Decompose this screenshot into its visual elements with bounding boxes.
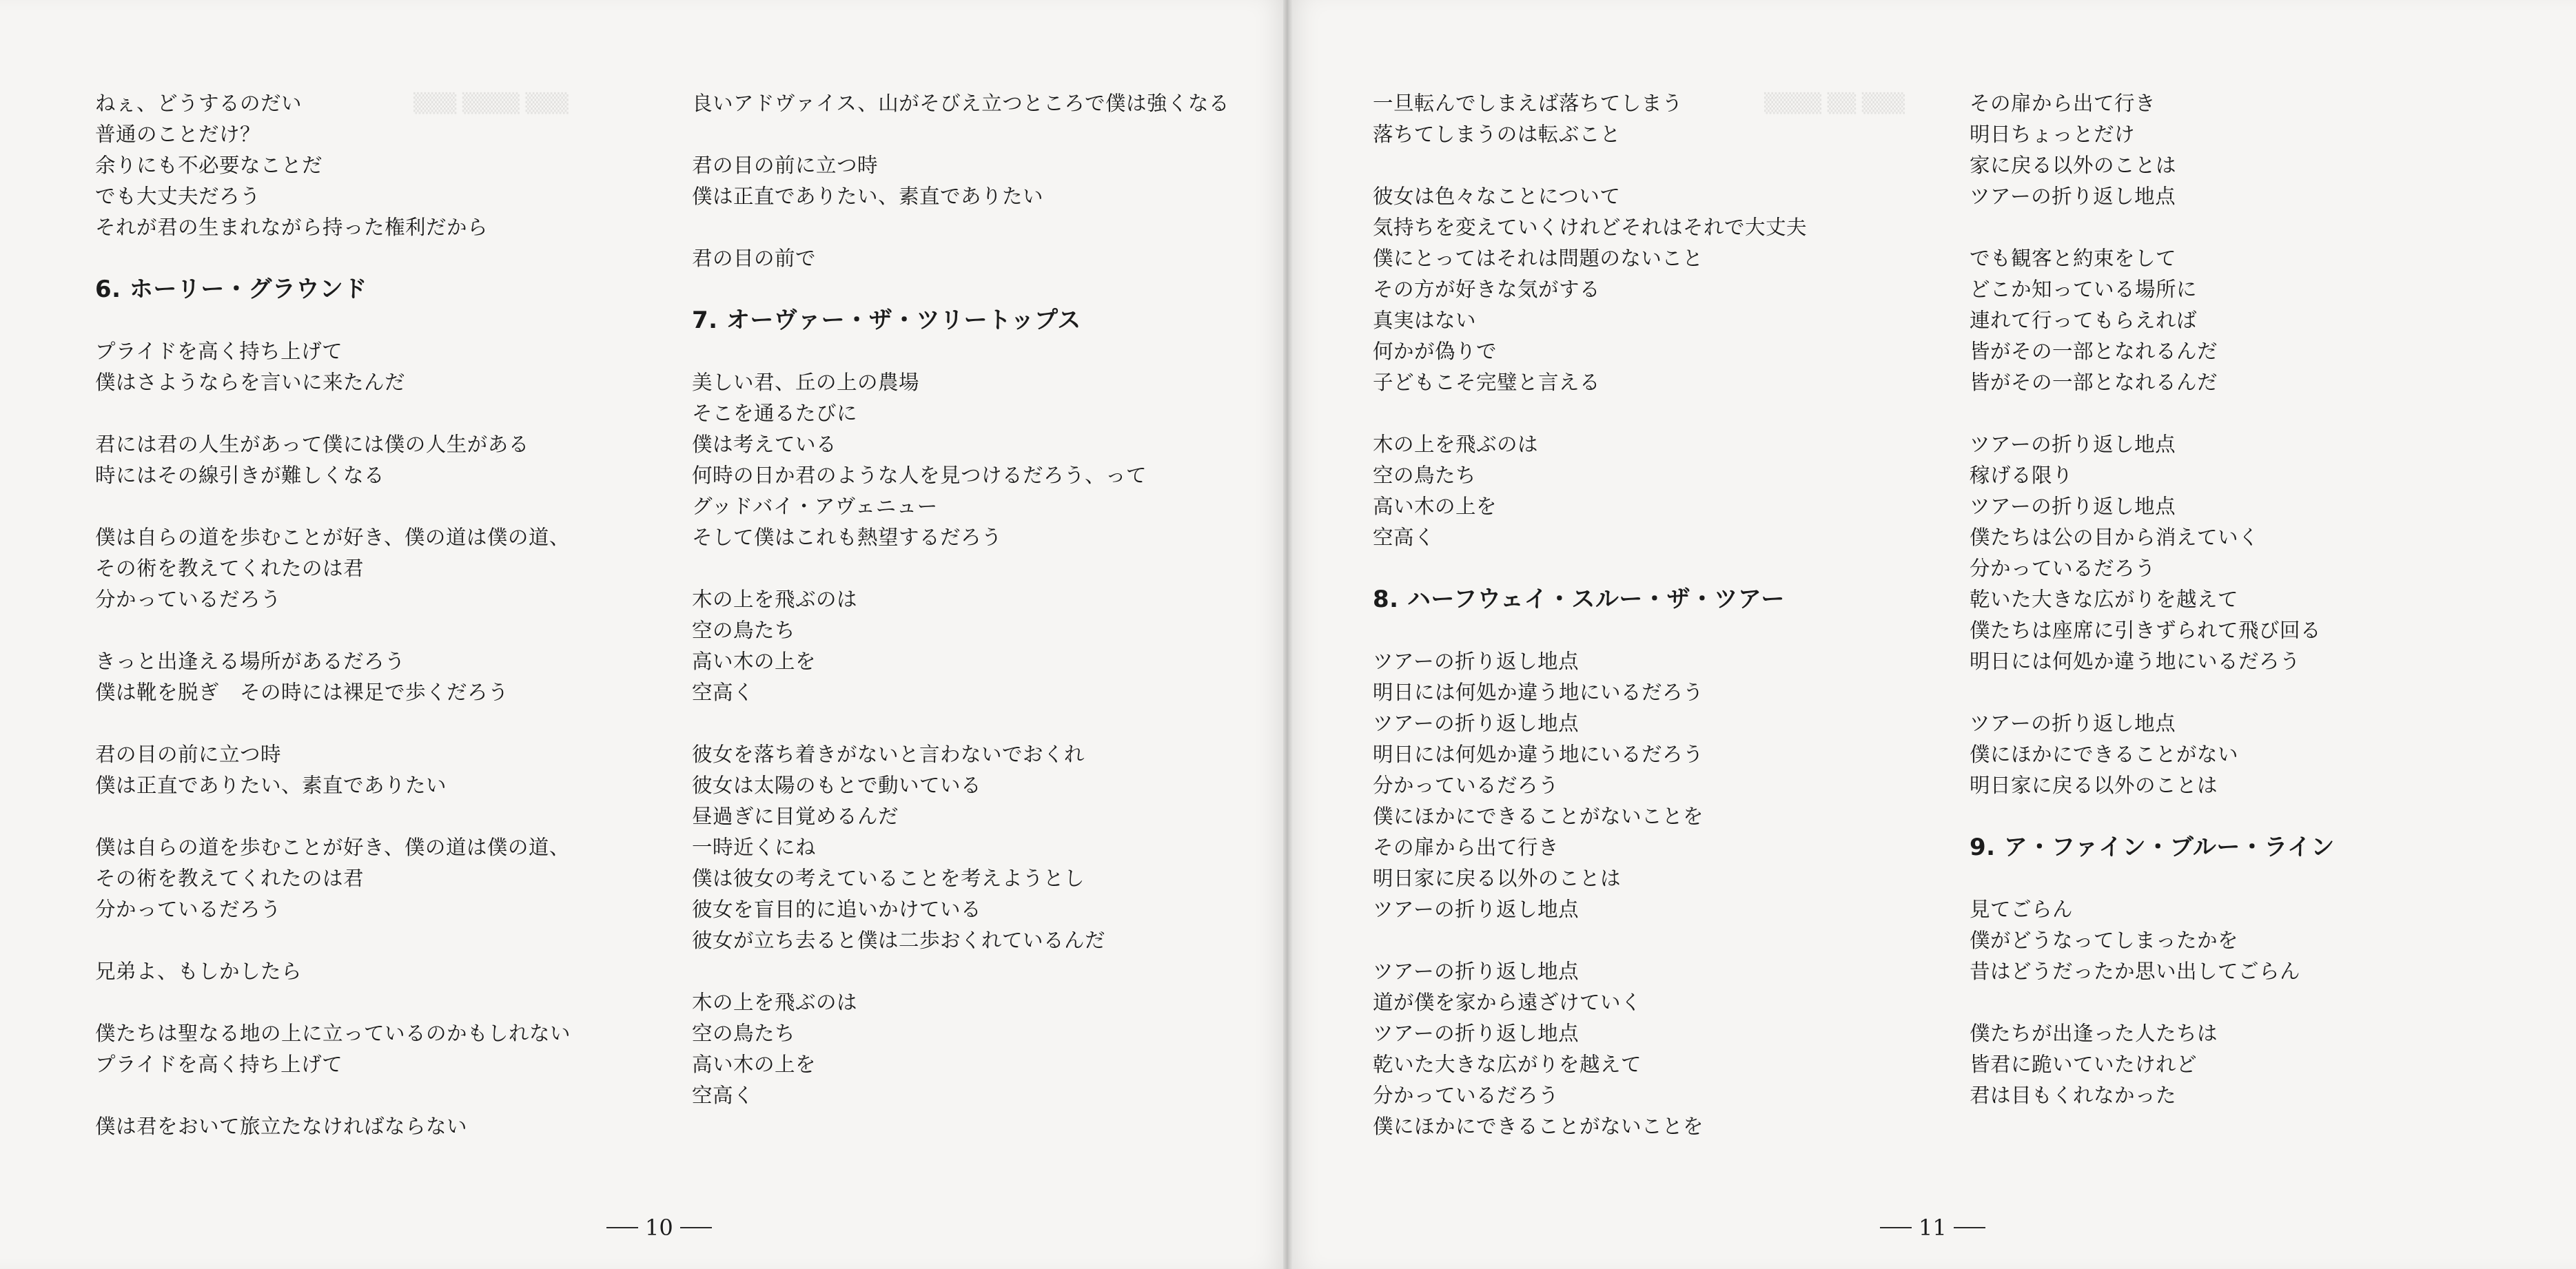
stanza-gap xyxy=(692,956,1257,987)
lyric-line: 普通のことだけ？ xyxy=(95,123,261,146)
lyric-line: 僕たちは聖なる地の上に立っているのかもしれない xyxy=(95,1022,571,1045)
lyrics-column-2 xyxy=(692,88,1257,1111)
folio-dash xyxy=(1880,1227,1912,1228)
stanza-gap xyxy=(95,491,660,522)
song-title: 9. ア・ファイン・ブルー・ライン xyxy=(1970,834,2335,861)
stanza-gap xyxy=(692,553,1257,584)
stanza-gap xyxy=(1970,677,2542,708)
song-title: 8. ハーフウェイ・スルー・ザ・ツアー xyxy=(1373,586,1785,613)
lyric-line: ツアーの折り返し地点 xyxy=(1373,712,1580,735)
lyric-line: 僕たちは公の目から消えていく xyxy=(1970,526,2260,549)
lyric-line: 君の目の前に立つ時 xyxy=(95,743,282,766)
lyric-line: 連れて行ってもらえれば xyxy=(1970,309,2198,332)
lyric-line: 一時近くにね xyxy=(692,836,817,859)
show-through-text: ▒▒▒▒ ▒▒ ▒▒▒ xyxy=(1764,93,1905,114)
lyric-line: 分かっているだろう xyxy=(95,898,282,921)
lyric-line: 分かっているだろう xyxy=(1373,1084,1560,1107)
lyric-line: グッドバイ・アヴェニュー xyxy=(692,495,938,518)
lyric-line: 一旦転んでしまえば落ちてしまう xyxy=(1373,92,1683,115)
lyric-line: 彼女は太陽のもとで動いている xyxy=(692,774,982,797)
lyric-line: 木の上を飛ぶのは xyxy=(692,588,858,611)
lyric-line: でも観客と約束をして xyxy=(1970,247,2177,270)
lyric-line: 兄弟よ、もしかしたら xyxy=(95,960,303,983)
lyric-line: 見てごらん xyxy=(1970,898,2074,921)
lyric-line: その扉から出て行き xyxy=(1373,836,1560,859)
lyric-line: ツアーの折り返し地点 xyxy=(1373,650,1580,673)
lyric-line: 僕にほかにできることがない xyxy=(1970,743,2239,766)
lyric-line: 僕は正直でありたい、素直でありたい xyxy=(692,185,1044,208)
stanza-gap xyxy=(1373,150,1938,181)
lyric-line: 明日家に戻る以外のことは xyxy=(1373,867,1622,890)
lyric-line: 木の上を飛ぶのは xyxy=(1373,433,1539,456)
lyric-line: 道が僕を家から遠ざけていく xyxy=(1373,991,1642,1014)
lyric-line: 皆がその一部となれるんだ xyxy=(1970,371,2218,394)
lyric-line: そこを通るたびに xyxy=(692,402,858,425)
lyric-line: ねぇ、どうするのだい xyxy=(95,92,303,115)
lyric-line: 分かっているだろう xyxy=(1970,557,2156,580)
lyric-line: 子どもこそ完璧と言える xyxy=(1373,371,1601,394)
lyric-line: その術を教えてくれたのは君 xyxy=(95,557,365,580)
page-number-left xyxy=(606,1214,712,1241)
lyric-line: プライドを高く持ち上げて xyxy=(95,340,343,363)
lyric-line: その術を教えてくれたのは君 xyxy=(95,867,365,890)
lyric-line: 気持ちを変えていくけれどそれはそれで大丈夫 xyxy=(1373,216,1808,239)
lyric-line: 何時の日か君のような人を見つけるだろう、って xyxy=(692,464,1147,487)
stanza-gap xyxy=(95,925,660,956)
lyric-line: きっと出逢える場所があるだろう xyxy=(95,650,406,673)
lyric-line: 僕たちが出逢った人たちは xyxy=(1970,1022,2218,1045)
lyric-line: 空の鳥たち xyxy=(692,1022,796,1045)
stanza-gap xyxy=(1970,398,2542,429)
lyric-line: 家に戻る以外のことは xyxy=(1970,154,2177,177)
lyric-line: そして僕はこれも熱望するだろう xyxy=(692,526,1003,549)
stanza-gap xyxy=(95,1080,660,1111)
lyric-line: 落ちてしまうのは転ぶこと xyxy=(1373,123,1621,146)
lyric-line: 僕はさようならを言いに来たんだ xyxy=(95,371,406,394)
lyric-line: ツアーの折り返し地点 xyxy=(1970,185,2176,208)
lyric-line: 木の上を飛ぶのは xyxy=(692,991,858,1014)
stanza-gap xyxy=(95,801,660,832)
lyric-line: 高い木の上を xyxy=(1373,495,1497,518)
stanza-gap xyxy=(692,119,1257,150)
lyric-line: 君の目の前に立つ時 xyxy=(692,154,879,177)
lyric-line: 君には君の人生があって僕には僕の人生がある xyxy=(95,433,529,456)
lyric-line: 僕は靴を脱ぎ その時には裸足で歩くだろう xyxy=(95,681,509,704)
lyric-line: 明日には何処か違う地にいるだろう xyxy=(1373,681,1704,704)
lyric-line: 僕は自らの道を歩むことが好き、僕の道は僕の道、 xyxy=(95,526,570,549)
page-number-text: 11 xyxy=(1919,1215,1947,1241)
lyric-line: ツアーの折り返し地点 xyxy=(1373,898,1580,921)
folio-dash xyxy=(606,1227,638,1228)
lyric-line: 昔はどうだったか思い出してごらん xyxy=(1970,960,2301,983)
lyric-line: 君は目もくれなかった xyxy=(1970,1084,2177,1107)
lyric-line: 彼女が立ち去ると僕は二歩おくれているんだ xyxy=(692,929,1106,952)
stanza-gap xyxy=(1970,987,2542,1018)
lyric-line: 僕は正直でありたい、素直でありたい xyxy=(95,774,447,797)
lyric-line: ツアーの折り返し地点 xyxy=(1970,712,2176,735)
stanza-gap xyxy=(95,987,660,1018)
lyric-line: 明日には何処か違う地にいるだろう xyxy=(1970,650,2301,673)
stanza-gap xyxy=(95,708,660,739)
lyric-line: 僕は考えている xyxy=(692,433,837,456)
lyric-line: 空の鳥たち xyxy=(692,619,796,642)
lyric-line: 彼女を落ち着きがないと言わないでおくれ xyxy=(692,743,1085,766)
lyric-line: 僕がどうなってしまったかを xyxy=(1970,929,2239,952)
lyric-line: 稼げる限り xyxy=(1970,464,2074,487)
lyric-line: 昼過ぎに目覚めるんだ xyxy=(692,805,899,828)
stanza-gap xyxy=(692,708,1257,739)
lyric-line: 僕にとってはそれは問題のないこと xyxy=(1373,247,1704,270)
lyric-line: 空高く xyxy=(1373,526,1435,549)
lyric-line: 明日家に戻る以外のことは xyxy=(1970,774,2218,797)
lyric-line: その方が好きな気がする xyxy=(1373,278,1601,301)
lyric-line: 時にはその線引きが難しくなる xyxy=(95,464,385,487)
stanza-gap xyxy=(95,615,660,646)
lyric-line: 乾いた大きな広がりを越えて xyxy=(1970,588,2239,611)
lyric-line: どこか知っている場所に xyxy=(1970,278,2198,301)
lyric-line: 空高く xyxy=(692,1084,755,1107)
lyric-line: ツアーの折り返し地点 xyxy=(1373,960,1580,983)
lyric-line: 高い木の上を xyxy=(692,650,817,673)
lyric-line: 僕は彼女の考えていることを考えようとし xyxy=(692,867,1085,890)
lyric-line: 余りにも不必要なことだ xyxy=(95,154,323,177)
lyric-line: 僕にほかにできることがないことを xyxy=(1373,1115,1704,1138)
folio-dash xyxy=(1954,1227,1985,1228)
page-number-right xyxy=(1880,1214,1985,1241)
stanza-gap xyxy=(692,212,1257,243)
stanza-gap xyxy=(1373,398,1938,429)
lyric-line: 分かっているだろう xyxy=(95,588,282,611)
stanza-gap xyxy=(1970,212,2542,243)
lyric-line: 明日には何処か違う地にいるだろう xyxy=(1373,743,1704,766)
lyric-line: プライドを高く持ち上げて xyxy=(95,1053,343,1076)
lyric-line: 君の目の前で xyxy=(692,247,817,270)
lyrics-column-1 xyxy=(95,88,660,1142)
lyric-line: 空高く xyxy=(692,681,755,704)
lyric-line: 高い木の上を xyxy=(692,1053,817,1076)
lyric-line: でも大丈夫だろう xyxy=(95,185,261,208)
lyric-line: 僕にほかにできることがないことを xyxy=(1373,805,1704,828)
lyric-line: 僕は君をおいて旅立たなければならない xyxy=(95,1115,468,1138)
lyric-line: 皆君に跪いていたけれど xyxy=(1970,1053,2198,1076)
lyric-line: 僕は自らの道を歩むことが好き、僕の道は僕の道、 xyxy=(95,836,570,859)
lyric-line: 彼女を盲目的に追いかけている xyxy=(692,898,982,921)
lyric-line: 乾いた大きな広がりを越えて xyxy=(1373,1053,1642,1076)
page-number-text: 10 xyxy=(645,1215,673,1241)
lyric-line: その扉から出て行き xyxy=(1970,92,2156,115)
stanza-gap xyxy=(95,398,660,429)
song-title: 6. ホーリー・グラウンド xyxy=(95,276,367,303)
lyric-line: 皆がその一部となれるんだ xyxy=(1970,340,2218,363)
lyric-line: ツアーの折り返し地点 xyxy=(1373,1022,1580,1045)
lyric-line: 僕たちは座席に引きずられて飛び回る xyxy=(1970,619,2322,642)
lyric-line: ツアーの折り返し地点 xyxy=(1970,433,2176,456)
lyric-line: 良いアドヴァイス、山がそびえ立つところで僕は強くなる xyxy=(692,92,1230,115)
lyric-line: 空の鳥たち xyxy=(1373,464,1477,487)
song-title: 7. オーヴァー・ザ・ツリートップス xyxy=(692,307,1081,334)
lyric-line: 真実はない xyxy=(1373,309,1477,332)
lyric-line: 何かが偽りで xyxy=(1373,340,1497,363)
lyric-line: 彼女は色々なことについて xyxy=(1373,185,1621,208)
lyric-line: 分かっているだろう xyxy=(1373,774,1560,797)
lyric-line: 美しい君、丘の上の農場 xyxy=(692,371,920,394)
lyrics-column-3 xyxy=(1373,88,1938,1142)
stanza-gap xyxy=(1373,925,1938,956)
folio-dash xyxy=(680,1227,712,1228)
lyric-line: 明日ちょっとだけ xyxy=(1970,123,2136,146)
lyric-line: それが君の生まれながら持った権利だから xyxy=(95,216,489,239)
lyric-line: ツアーの折り返し地点 xyxy=(1970,495,2176,518)
page-gutter xyxy=(1283,0,1293,1269)
lyrics-column-4 xyxy=(1970,88,2542,1111)
show-through-text: ▒▒▒ ▒▒▒▒ ▒▒▒ xyxy=(413,93,569,114)
